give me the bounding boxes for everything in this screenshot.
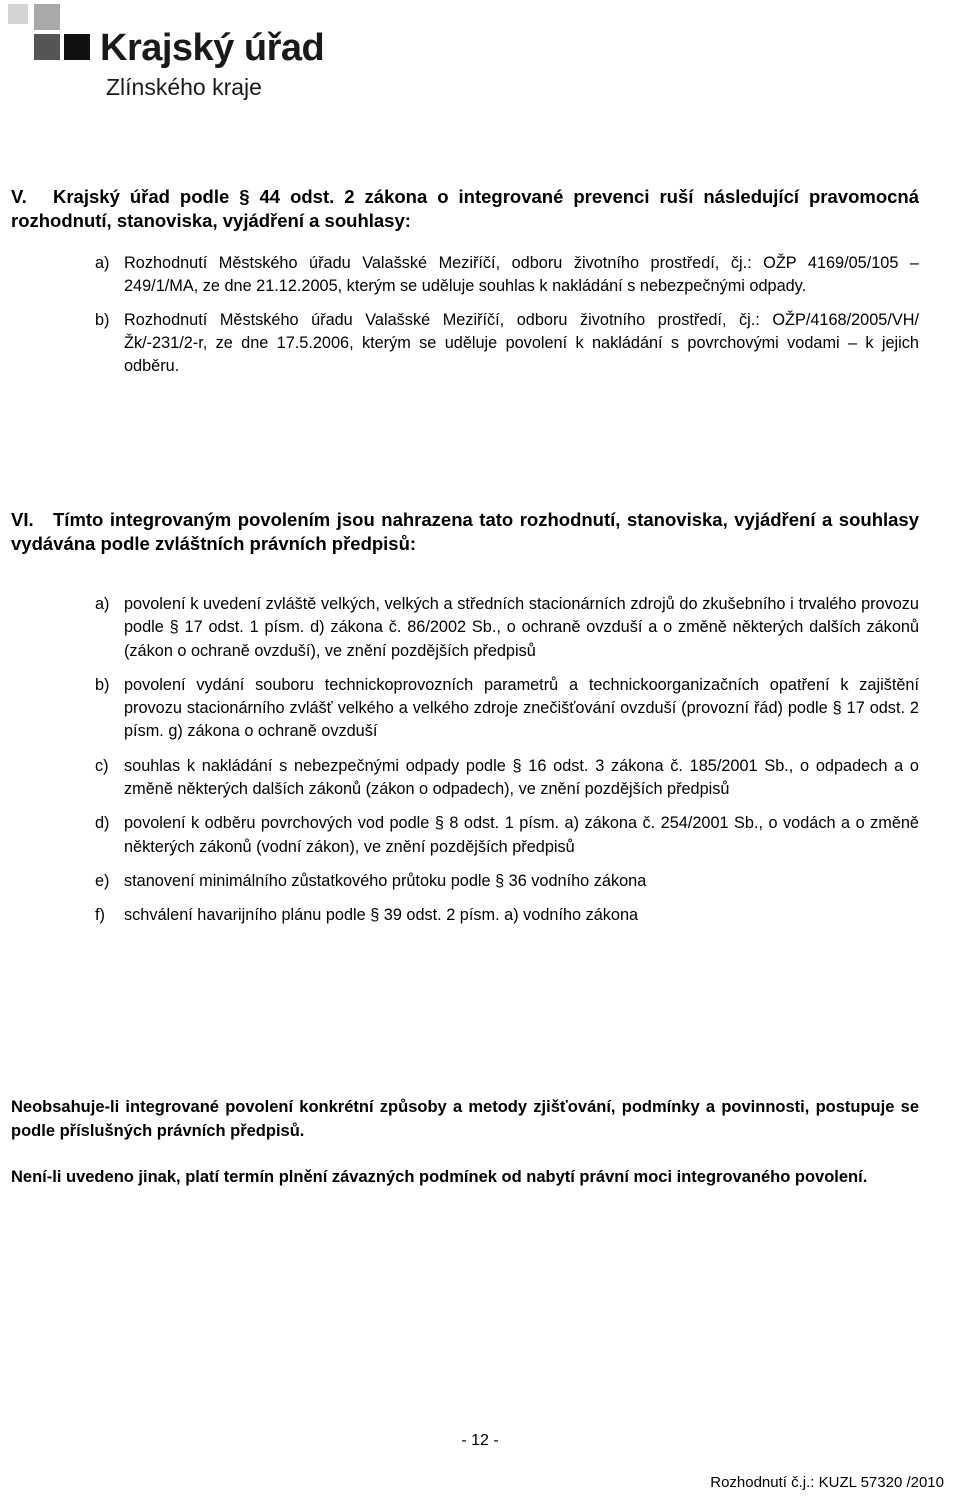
page-number: - 12 - bbox=[461, 1432, 499, 1449]
section-vi-number: VI. bbox=[11, 509, 34, 530]
item-label: d) bbox=[95, 814, 110, 833]
logo-square-mid bbox=[34, 4, 60, 30]
section-v-heading-text: Krajský úřad podle § 44 odst. 2 zákona o integrované prevenci ruší následující pravomocná rozhodnutí, stanoviska, vyjádření a souhlasy: bbox=[11, 186, 919, 231]
section-vi-heading-text: Tímto integrovaným povolením jsou nahrazena tato rozhodnutí, stanoviska, vyjádření a souhlasy vydávána podle zvláštních právních předpisů: bbox=[11, 509, 919, 554]
section-vi-item-d bbox=[11, 812, 919, 859]
section-vi-item-c bbox=[11, 755, 919, 802]
item-label: f) bbox=[95, 906, 105, 925]
item-text: povolení k odběru povrchových vod podle § 8 odst. 1 písm. a) zákona č. 254/2001 Sb., o vodách a o změně některých zákonů (vodní zákon), ve znění pozdějších předpisů bbox=[124, 814, 919, 856]
item-label: b) bbox=[95, 310, 110, 329]
item-label: b) bbox=[95, 675, 110, 694]
section-vi bbox=[11, 508, 919, 939]
item-text: schválení havarijního plánu podle § 39 odst. 2 písm. a) vodního zákona bbox=[124, 906, 639, 925]
section-vi-heading bbox=[11, 508, 919, 556]
note-deadline: Není-li uvedeno jinak, platí termín plnění závazných podmínek od nabytí právní moci integrovaného povolení. bbox=[11, 1168, 868, 1186]
item-text: povolení vydání souboru technickoprovozních parametrů a technickoorganizačních opatření k zajištění provozu stacionárního zvlášť velkého a velkého zdroje znečišťování ovzduší (provozní řád) podle § 17 odst. 2 písm. g) zákona o ochraně ovzduší bbox=[124, 675, 919, 741]
item-label: a) bbox=[95, 254, 110, 272]
section-v-item-a bbox=[11, 252, 919, 299]
item-text: stanovení minimálního zůstatkového průtoku podle § 36 vodního zákona bbox=[124, 871, 647, 890]
item-text: Rozhodnutí Městského úřadu Valašské Meziříčí, odboru životního prostředí, čj.: OŽP 4169/05/105 – 249/1/MA, ze dne 21.12.2005, kterým se uděluje souhlas k nakládání s nebezpečnými odpady. bbox=[124, 254, 919, 296]
section-vi-item-e bbox=[11, 870, 919, 893]
item-text: Rozhodnutí Městského úřadu Valašské Meziříčí, odboru životního prostředí, čj.: OŽP/4168/2005/VH/Žk/-231/2-r, ze dne 17.5.2006, kterým se uděluje povolení k nakládání s povrchovými vodami – k jejich odběru. bbox=[124, 310, 919, 376]
krajsky-urad-logo bbox=[8, 4, 325, 104]
item-label: a) bbox=[95, 595, 110, 613]
logo-subtitle: Zlínského kraje bbox=[106, 74, 262, 100]
logo-title: Krajský úřad bbox=[100, 27, 325, 69]
document-reference: Rozhodnutí č.j.: KUZL 57320 /2010 bbox=[710, 1474, 944, 1491]
item-text: povolení k uvedení zvláště velkých, velkých a středních stacionárních zdrojů do zkušebního i trvalého provozu podle § 17 odst. 1 písm. d) zákona č. 86/2002 Sb., o ochraně ovzduší a o změně některých dalších zákonů (zákon o ochraně ovzduší), ve znění pozdějších předpisů bbox=[124, 595, 919, 660]
item-text: souhlas k nakládání s nebezpečnými odpady podle § 16 odst. 3 zákona č. 185/2001 Sb., o odpadech a o změně některých dalších zákonů (zákon o odpadech), ve znění pozdějších předpisů bbox=[124, 756, 919, 799]
logo-square-light bbox=[8, 4, 28, 24]
note-methods: Neobsahuje-li integrované povolení konkrétní způsoby a metody zjišťování, podmínky a povinnosti, postupuje se podle příslušných právních předpisů. bbox=[11, 1098, 919, 1140]
closing-notes bbox=[11, 1095, 919, 1211]
section-v-item-b bbox=[11, 309, 919, 379]
logo-square-dark bbox=[34, 34, 60, 60]
item-label: c) bbox=[95, 756, 109, 775]
section-vi-item-f bbox=[11, 904, 919, 927]
logo-square-black bbox=[64, 34, 90, 60]
section-v bbox=[11, 185, 919, 388]
section-v-number: V. bbox=[11, 186, 27, 207]
section-vi-item-b bbox=[11, 674, 919, 744]
section-vi-item-a bbox=[11, 593, 919, 663]
section-v-heading bbox=[11, 185, 919, 233]
item-label: e) bbox=[95, 871, 110, 890]
